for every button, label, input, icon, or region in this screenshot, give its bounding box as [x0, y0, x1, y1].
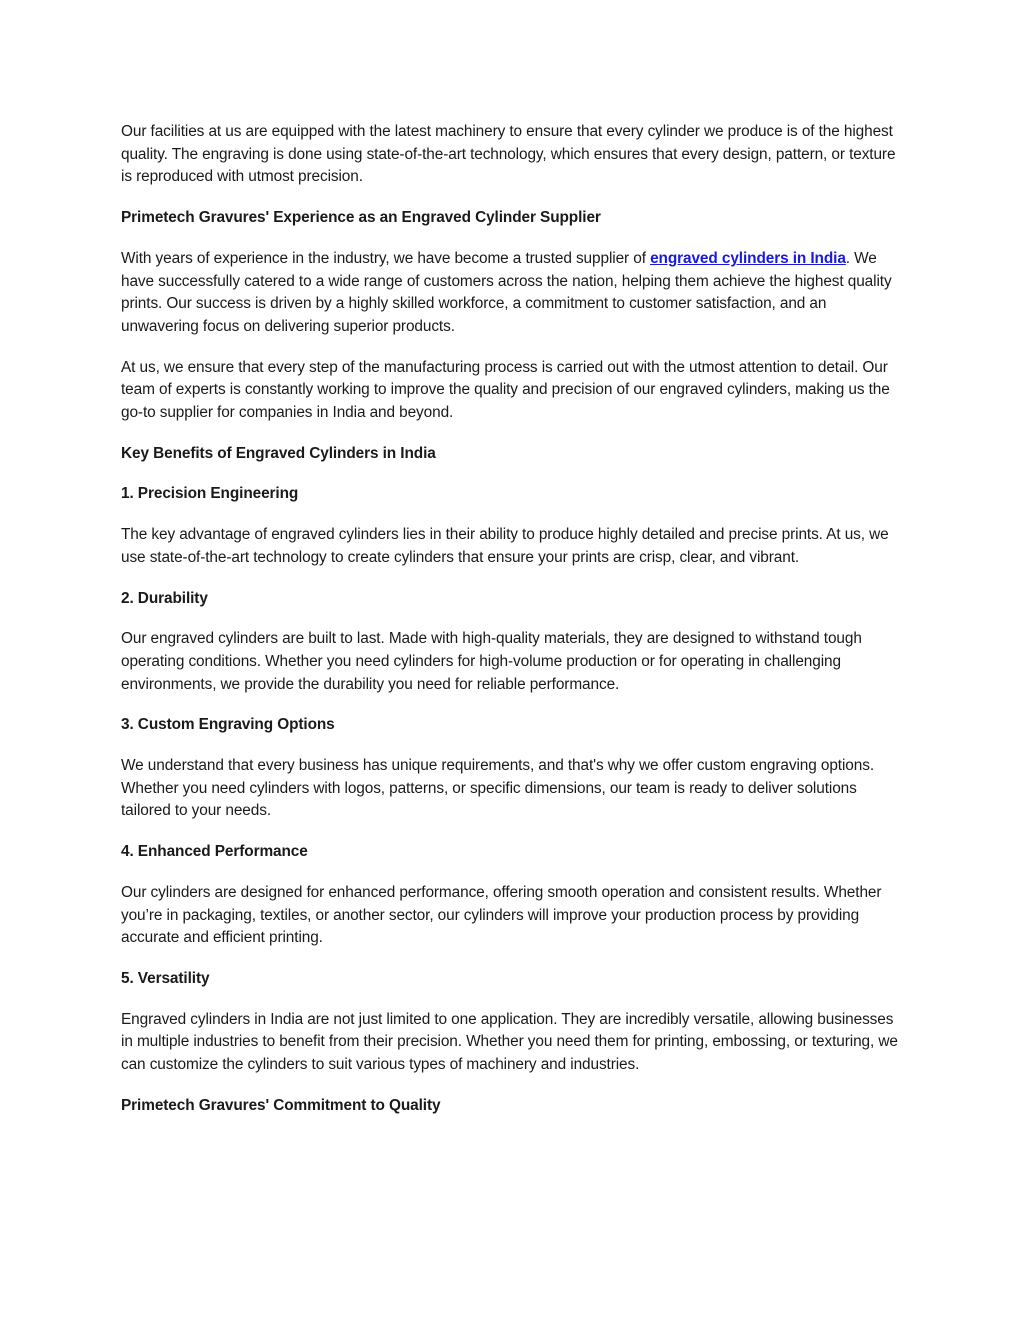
intro-paragraph: Our facilities at us are equipped with the latest machinery to ensure that every cylinder we produce is of the highest quality. The engraving is done using state-of-the-art technology, which ensures that every design, pattern, or texture is reproduced with utmost precision. [121, 123, 896, 186]
benefit-body-versatility: Engraved cylinders in India are not just limited to one application. They are incredibly versatile, allowing businesses in multiple industries to benefit from their precision. Whether you need them for printing, embossing, or texturing, we can customize the cylinders to suit various types of machinery and industries. [121, 1010, 898, 1074]
experience-paragraph-1 [121, 248, 907, 339]
benefit-body-durability: Our engraved cylinders are built to last. Made with high-quality materials, they are designed to withstand tough operating conditions. Whether you need cylinders for high-volume production or for operating in challenging environments, we provide the durability you need for reliable performance. [121, 630, 862, 693]
benefit-title-performance: 4. Enhanced Performance [121, 843, 308, 861]
benefit-body-custom-engraving: We understand that every business has unique requirements, and that's why we offer custom engraving options. Whether you need cylinders with logos, patterns, or specific dimensions, our team is ready to deliver solutions tailored to your needs. [121, 757, 874, 820]
experience-paragraph-2: At us, we ensure that every step of the manufacturing process is carried out with the utmost attention to detail. Our team of experts is constantly working to improve the quality and precision of our engraved cylinders, making us the go-to supplier for companies in India and beyond. [121, 358, 890, 422]
experience-text-after-link: . We have successfully catered to a wide range of customers across the nation, helping them achieve the highest quality prints. Our success is driven by a highly skilled workforce, a commitment to customer satisfaction, and an unwavering focus on delivering superior products. [121, 249, 892, 335]
document-page [121, 121, 907, 1136]
benefit-body-performance: Our cylinders are designed for enhanced performance, offering smooth operation and consistent results. Whether you’re in packaging, textiles, or another sector, our cylinders will improve your production process by providing accurate and efficient printing. [121, 883, 882, 947]
benefit-title-versatility: 5. Versatility [121, 969, 210, 987]
engraved-cylinders-link[interactable]: engraved cylinders in India [650, 249, 846, 267]
commitment-heading: Primetech Gravures' Commitment to Quality [121, 1096, 441, 1114]
benefit-title-durability: 2. Durability [121, 589, 208, 607]
experience-heading: Primetech Gravures' Experience as an Engraved Cylinder Supplier [121, 209, 601, 227]
benefit-body-precision: The key advantage of engraved cylinders lies in their ability to produce highly detailed and precise prints. At us, we use state-of-the-art technology to create cylinders that ensure your prints are crisp, clear, and vibrant. [121, 526, 889, 566]
benefits-heading: Key Benefits of Engraved Cylinders in India [121, 444, 436, 462]
benefit-title-custom-engraving: 3. Custom Engraving Options [121, 716, 335, 734]
experience-text-before-link: With years of experience in the industry, we have become a trusted supplier of [121, 249, 651, 267]
benefit-title-precision: 1. Precision Engineering [121, 485, 299, 503]
